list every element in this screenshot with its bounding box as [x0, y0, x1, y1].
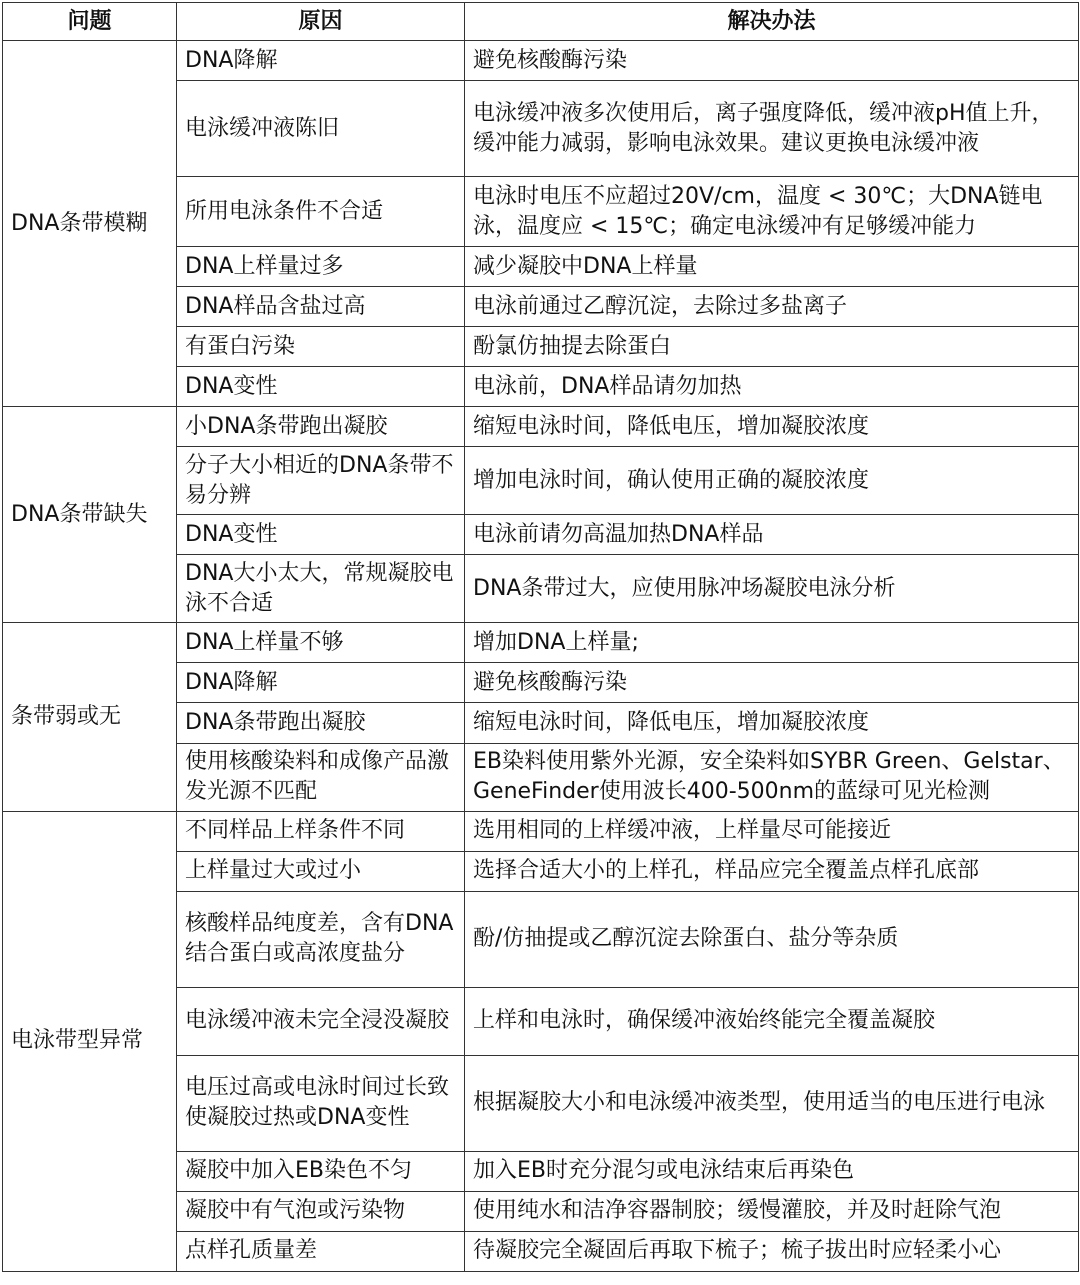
- cause-cell: 核酸样品纯度差，含有DNA结合蛋白或高浓度盐分: [177, 891, 465, 987]
- solution-cell: 酚/仿抽提或乙醇沉淀去除蛋白、盐分等杂质: [465, 891, 1079, 987]
- cause-cell: DNA上样量过多: [177, 247, 465, 287]
- solution-cell: 减少凝胶中DNA上样量: [465, 247, 1079, 287]
- cause-cell: DNA上样量不够: [177, 623, 465, 663]
- cause-cell: DNA变性: [177, 515, 465, 555]
- solution-cell: 选用相同的上样缓冲液，上样量尽可能接近: [465, 811, 1079, 851]
- solution-cell: 缩短电泳时间，降低电压，增加凝胶浓度: [465, 407, 1079, 447]
- cause-cell: DNA降解: [177, 41, 465, 81]
- solution-cell: 避免核酸酶污染: [465, 663, 1079, 703]
- cause-cell: 电压过高或电泳时间过长致使凝胶过热或DNA变性: [177, 1055, 465, 1151]
- solution-cell: 根据凝胶大小和电泳缓冲液类型，使用适当的电压进行电泳: [465, 1055, 1079, 1151]
- table-row: [3, 41, 1079, 81]
- problem-cell: DNA条带模糊: [3, 41, 177, 407]
- header-cause: 原因: [177, 3, 465, 41]
- solution-cell: 电泳前请勿高温加热DNA样品: [465, 515, 1079, 555]
- cause-cell: 上样量过大或过小: [177, 851, 465, 891]
- header-solution: 解决办法: [465, 3, 1079, 41]
- cause-cell: DNA降解: [177, 663, 465, 703]
- solution-cell: EB染料使用紫外光源，安全染料如SYBR Green、Gelstar、GeneFinder使用波长400-500nm的蓝绿可见光检测: [465, 743, 1079, 811]
- cause-cell: 小DNA条带跑出凝胶: [177, 407, 465, 447]
- cause-cell: DNA样品含盐过高: [177, 287, 465, 327]
- cause-cell: 电泳缓冲液未完全浸没凝胶: [177, 987, 465, 1055]
- header-problem: 问题: [3, 3, 177, 41]
- cause-cell: 凝胶中有气泡或污染物: [177, 1191, 465, 1231]
- solution-cell: DNA条带过大，应使用脉冲场凝胶电泳分析: [465, 555, 1079, 623]
- cause-cell: 凝胶中加入EB染色不匀: [177, 1151, 465, 1191]
- problem-cell: DNA条带缺失: [3, 407, 177, 623]
- header-row: [3, 3, 1079, 41]
- cause-cell: 有蛋白污染: [177, 327, 465, 367]
- solution-cell: 待凝胶完全凝固后再取下梳子；梳子拔出时应轻柔小心: [465, 1231, 1079, 1271]
- table-row: [3, 407, 1079, 447]
- problem-cell: 条带弱或无: [3, 623, 177, 811]
- solution-cell: 电泳前，DNA样品请勿加热: [465, 367, 1079, 407]
- solution-cell: 电泳缓冲液多次使用后，离子强度降低，缓冲液pH值上升，缓冲能力减弱，影响电泳效果。建议更换电泳缓冲液: [465, 81, 1079, 177]
- cause-cell: 分子大小相近的DNA条带不易分辨: [177, 447, 465, 515]
- cause-cell: 使用核酸染料和成像产品激发光源不匹配: [177, 743, 465, 811]
- cause-cell: DNA大小太大，常规凝胶电泳不合适: [177, 555, 465, 623]
- solution-cell: 上样和电泳时，确保缓冲液始终能完全覆盖凝胶: [465, 987, 1079, 1055]
- solution-cell: 电泳前通过乙醇沉淀，去除过多盐离子: [465, 287, 1079, 327]
- table-row: [3, 811, 1079, 851]
- solution-cell: 缩短电泳时间，降低电压，增加凝胶浓度: [465, 703, 1079, 743]
- solution-cell: 加入EB时充分混匀或电泳结束后再染色: [465, 1151, 1079, 1191]
- solution-cell: 增加电泳时间，确认使用正确的凝胶浓度: [465, 447, 1079, 515]
- solution-cell: 酚氯仿抽提去除蛋白: [465, 327, 1079, 367]
- solution-cell: 选择合适大小的上样孔，样品应完全覆盖点样孔底部: [465, 851, 1079, 891]
- table-row: [3, 623, 1079, 663]
- cause-cell: 电泳缓冲液陈旧: [177, 81, 465, 177]
- solution-cell: 增加DNA上样量;: [465, 623, 1079, 663]
- troubleshooting-table: [2, 2, 1079, 1272]
- solution-cell: 电泳时电压不应超过20V/cm，温度 < 30℃；大DNA链电泳，温度应 < 15℃；确定电泳缓冲有足够缓冲能力: [465, 177, 1079, 247]
- solution-cell: 避免核酸酶污染: [465, 41, 1079, 81]
- cause-cell: 不同样品上样条件不同: [177, 811, 465, 851]
- cause-cell: 点样孔质量差: [177, 1231, 465, 1271]
- cause-cell: DNA条带跑出凝胶: [177, 703, 465, 743]
- solution-cell: 使用纯水和洁净容器制胶；缓慢灌胶，并及时赶除气泡: [465, 1191, 1079, 1231]
- cause-cell: DNA变性: [177, 367, 465, 407]
- problem-cell: 电泳带型异常: [3, 811, 177, 1271]
- cause-cell: 所用电泳条件不合适: [177, 177, 465, 247]
